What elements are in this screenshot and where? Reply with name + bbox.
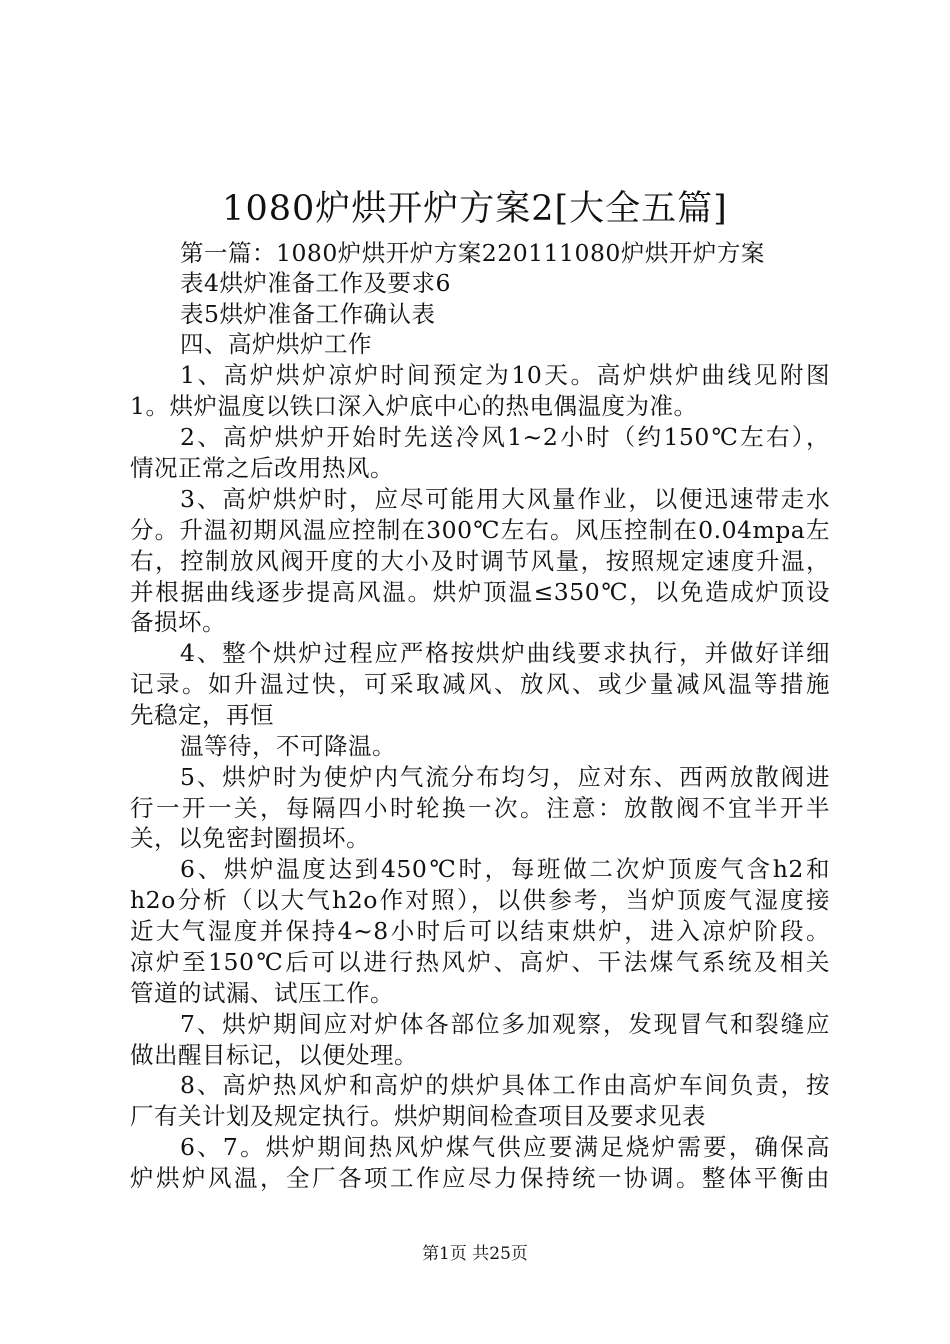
text-line: 7、烘炉期间应对炉体各部位多加观察，发现冒气和裂缝应 [180,1010,830,1038]
document-title: 1080炉烘开炉方案2[大全五篇] [222,189,728,229]
text-line: 记录。如升温过快，可采取减风、放风、或少量减风温等措施 [130,670,830,698]
text-line: 关，以免密封圈损坏。 [130,824,370,852]
text-line: 管道的试漏、试压工作。 [130,979,394,1007]
text-line: 右，控制放风阀开度的大小及时调节风量，按照规定速度升温， [130,547,830,575]
text-line: 情况正常之后改用热风。 [130,454,394,482]
text-line: 2、高炉烘炉开始时先送冷风1~2小时（约150℃左右）， [180,423,830,451]
text-line: 5、烘炉时为使炉内气流分布均匀，应对东、西两放散阀进 [180,763,830,791]
page-footer: 第1页 共25页 [422,1244,528,1264]
text-line: 分。升温初期风温应控制在300℃左右。风压控制在0.04mpa左 [130,516,830,544]
text-line: 备损坏。 [130,608,226,636]
text-line: 凉炉至150℃后可以进行热风炉、高炉、干法煤气系统及相关 [130,948,830,976]
text-line: 行一开一关，每隔四小时轮换一次。注意：放散阀不宜半开半 [130,794,830,822]
text-line: 表5烘炉准备工作确认表 [180,300,436,328]
text-line: 6、7。烘炉期间热风炉煤气供应要满足烧炉需要，确保高 [180,1133,830,1161]
text-line: 四、高炉烘炉工作 [180,330,372,358]
text-line: 表4烘炉准备工作及要求6 [180,269,451,297]
text-line: 温等待，不可降温。 [180,732,396,760]
text-line: 3、高炉烘炉时，应尽可能用大风量作业，以便迅速带走水 [180,485,830,513]
text-line: 先稳定，再恒 [130,701,274,729]
text-line: 近大气湿度并保持4~8小时后可以结束烘炉，进入凉炉阶段。 [130,917,830,945]
text-line: h2o分析（以大气h2o作对照），以供参考，当炉顶废气湿度接 [130,886,830,914]
text-line: 1。烘炉温度以铁口深入炉底中心的热电偶温度为准。 [130,392,698,420]
text-line: 做出醒目标记，以便处理。 [130,1041,418,1069]
text-line: 厂有关计划及规定执行。烘炉期间检查项目及要求见表 [130,1102,706,1130]
text-line: 1、高炉烘炉凉炉时间预定为10天。高炉烘炉曲线见附图 [180,361,830,389]
text-line: 8、高炉热风炉和高炉的烘炉具体工作由高炉车间负责，按 [180,1071,830,1099]
text-line: 炉烘炉风温，全厂各项工作应尽力保持统一协调。整体平衡由 [130,1164,830,1192]
text-line: 4、整个烘炉过程应严格按烘炉曲线要求执行，并做好详细 [180,639,830,667]
text-line: 并根据曲线逐步提高风温。烘炉顶温≤350℃，以免造成炉顶设 [130,578,830,606]
text-line: 第一篇：1080炉烘开炉方案220111080炉烘开炉方案 [180,239,765,267]
text-line: 6、烘炉温度达到450℃时，每班做二次炉顶废气含h2和 [180,855,830,883]
